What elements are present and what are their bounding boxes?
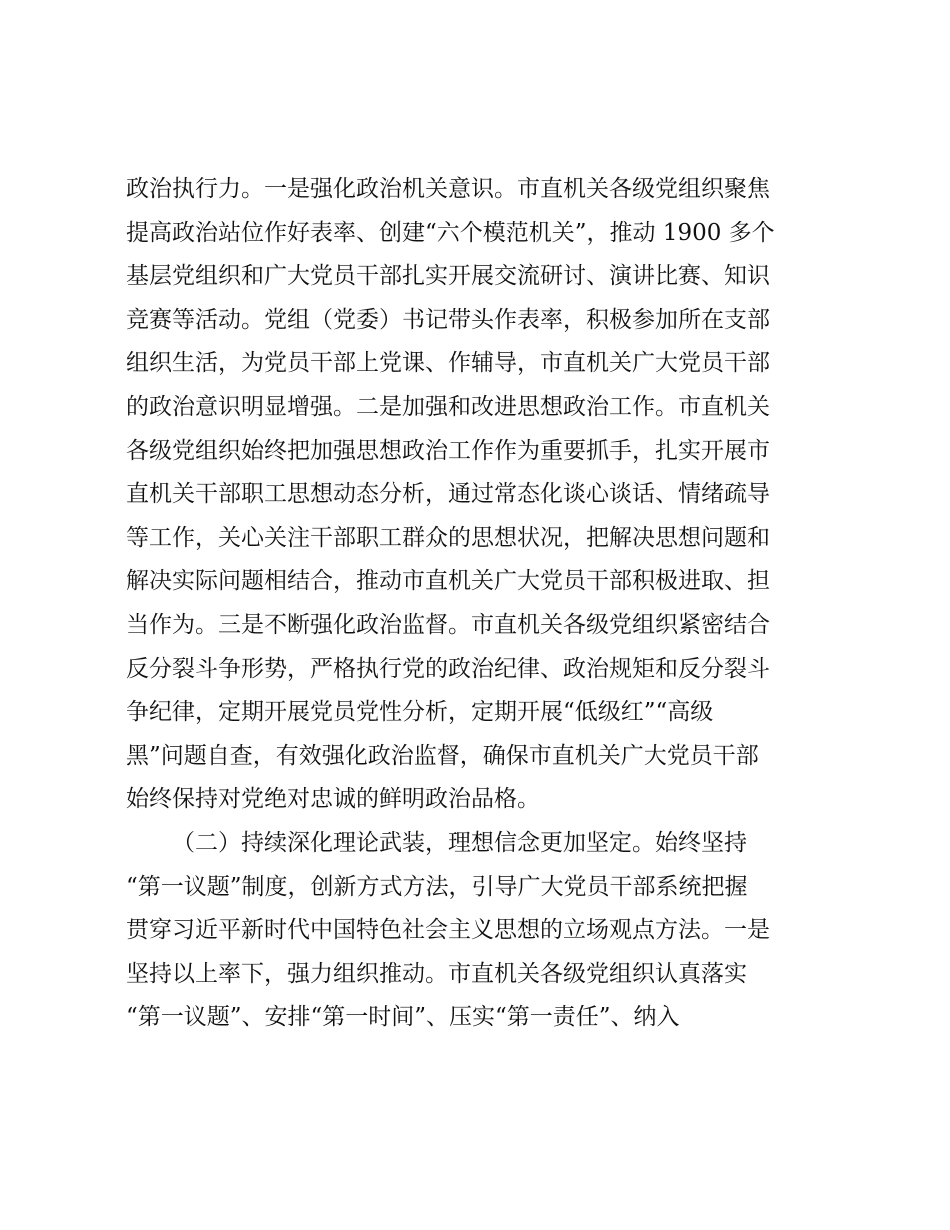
text-line-4: 竞赛等活动。党组（党委）书记带头作表率，积极参加所在支部: [126, 306, 770, 333]
text-line-8: 直机关干部职工思想动态分析，通过常态化谈心谈话、情绪疏导: [126, 481, 770, 508]
text-line-11: 当作为。三是不断强化政治监督。市直机关各级党组织紧密结合: [126, 611, 770, 638]
text-line-20: “第一议题”、安排“第一时间”、压实“第一责任”、纳入: [126, 1004, 680, 1031]
text-line-1: 政治执行力。一是强化政治机关意识。市直机关各级党组织聚焦: [126, 176, 770, 202]
text-line-12: 反分裂斗争形势，严格执行党的政治纪律、政治规矩和反分裂斗: [126, 655, 770, 682]
text-line-17: “第一议题”制度，创新方式方法，引导广大党员干部系统把握: [126, 873, 748, 900]
text-line-15: 始终保持对党绝对忠诚的鲜明政治品格。: [126, 786, 540, 813]
text-line-5: 组织生活，为党员干部上党课、作辅导，市直机关广大党员干部: [126, 350, 770, 377]
text-line-10: 解决实际问题相结合，推动市直机关广大党员干部积极进取、担: [126, 568, 770, 595]
text-line-6: 的政治意识明显增强。二是加强和改进思想政治工作。市直机关: [126, 393, 770, 420]
body-text: [126, 168, 826, 1040]
section-heading-line: （二）持续深化理论武装，理想信念更加坚定。始终坚持: [172, 829, 747, 856]
text-line-3: 基层党组织和广大党员干部扎实开展交流研讨、演讲比赛、知识: [126, 263, 770, 290]
text-line-2: 提高政治站位作好表率、创建“六个模范机关”，推动 1900 多个: [126, 219, 775, 246]
text-line-18: 贯穿习近平新时代中国特色社会主义思想的立场观点方法。一是: [126, 917, 770, 944]
text-line-7: 各级党组织始终把加强思想政治工作作为重要抓手，扎实开展市: [126, 437, 770, 464]
text-line-13: 争纪律，定期开展党员党性分析，定期开展“低级红”“高级: [126, 699, 714, 726]
text-line-9: 等工作，关心关注干部职工群众的思想状况，把解决思想问题和: [126, 524, 770, 551]
text-line-14: 黑”问题自查，有效强化政治监督，确保市直机关广大党员干部: [126, 742, 759, 769]
text-line-19: 坚持以上率下，强力组织推动。市直机关各级党组织认真落实: [126, 960, 747, 987]
